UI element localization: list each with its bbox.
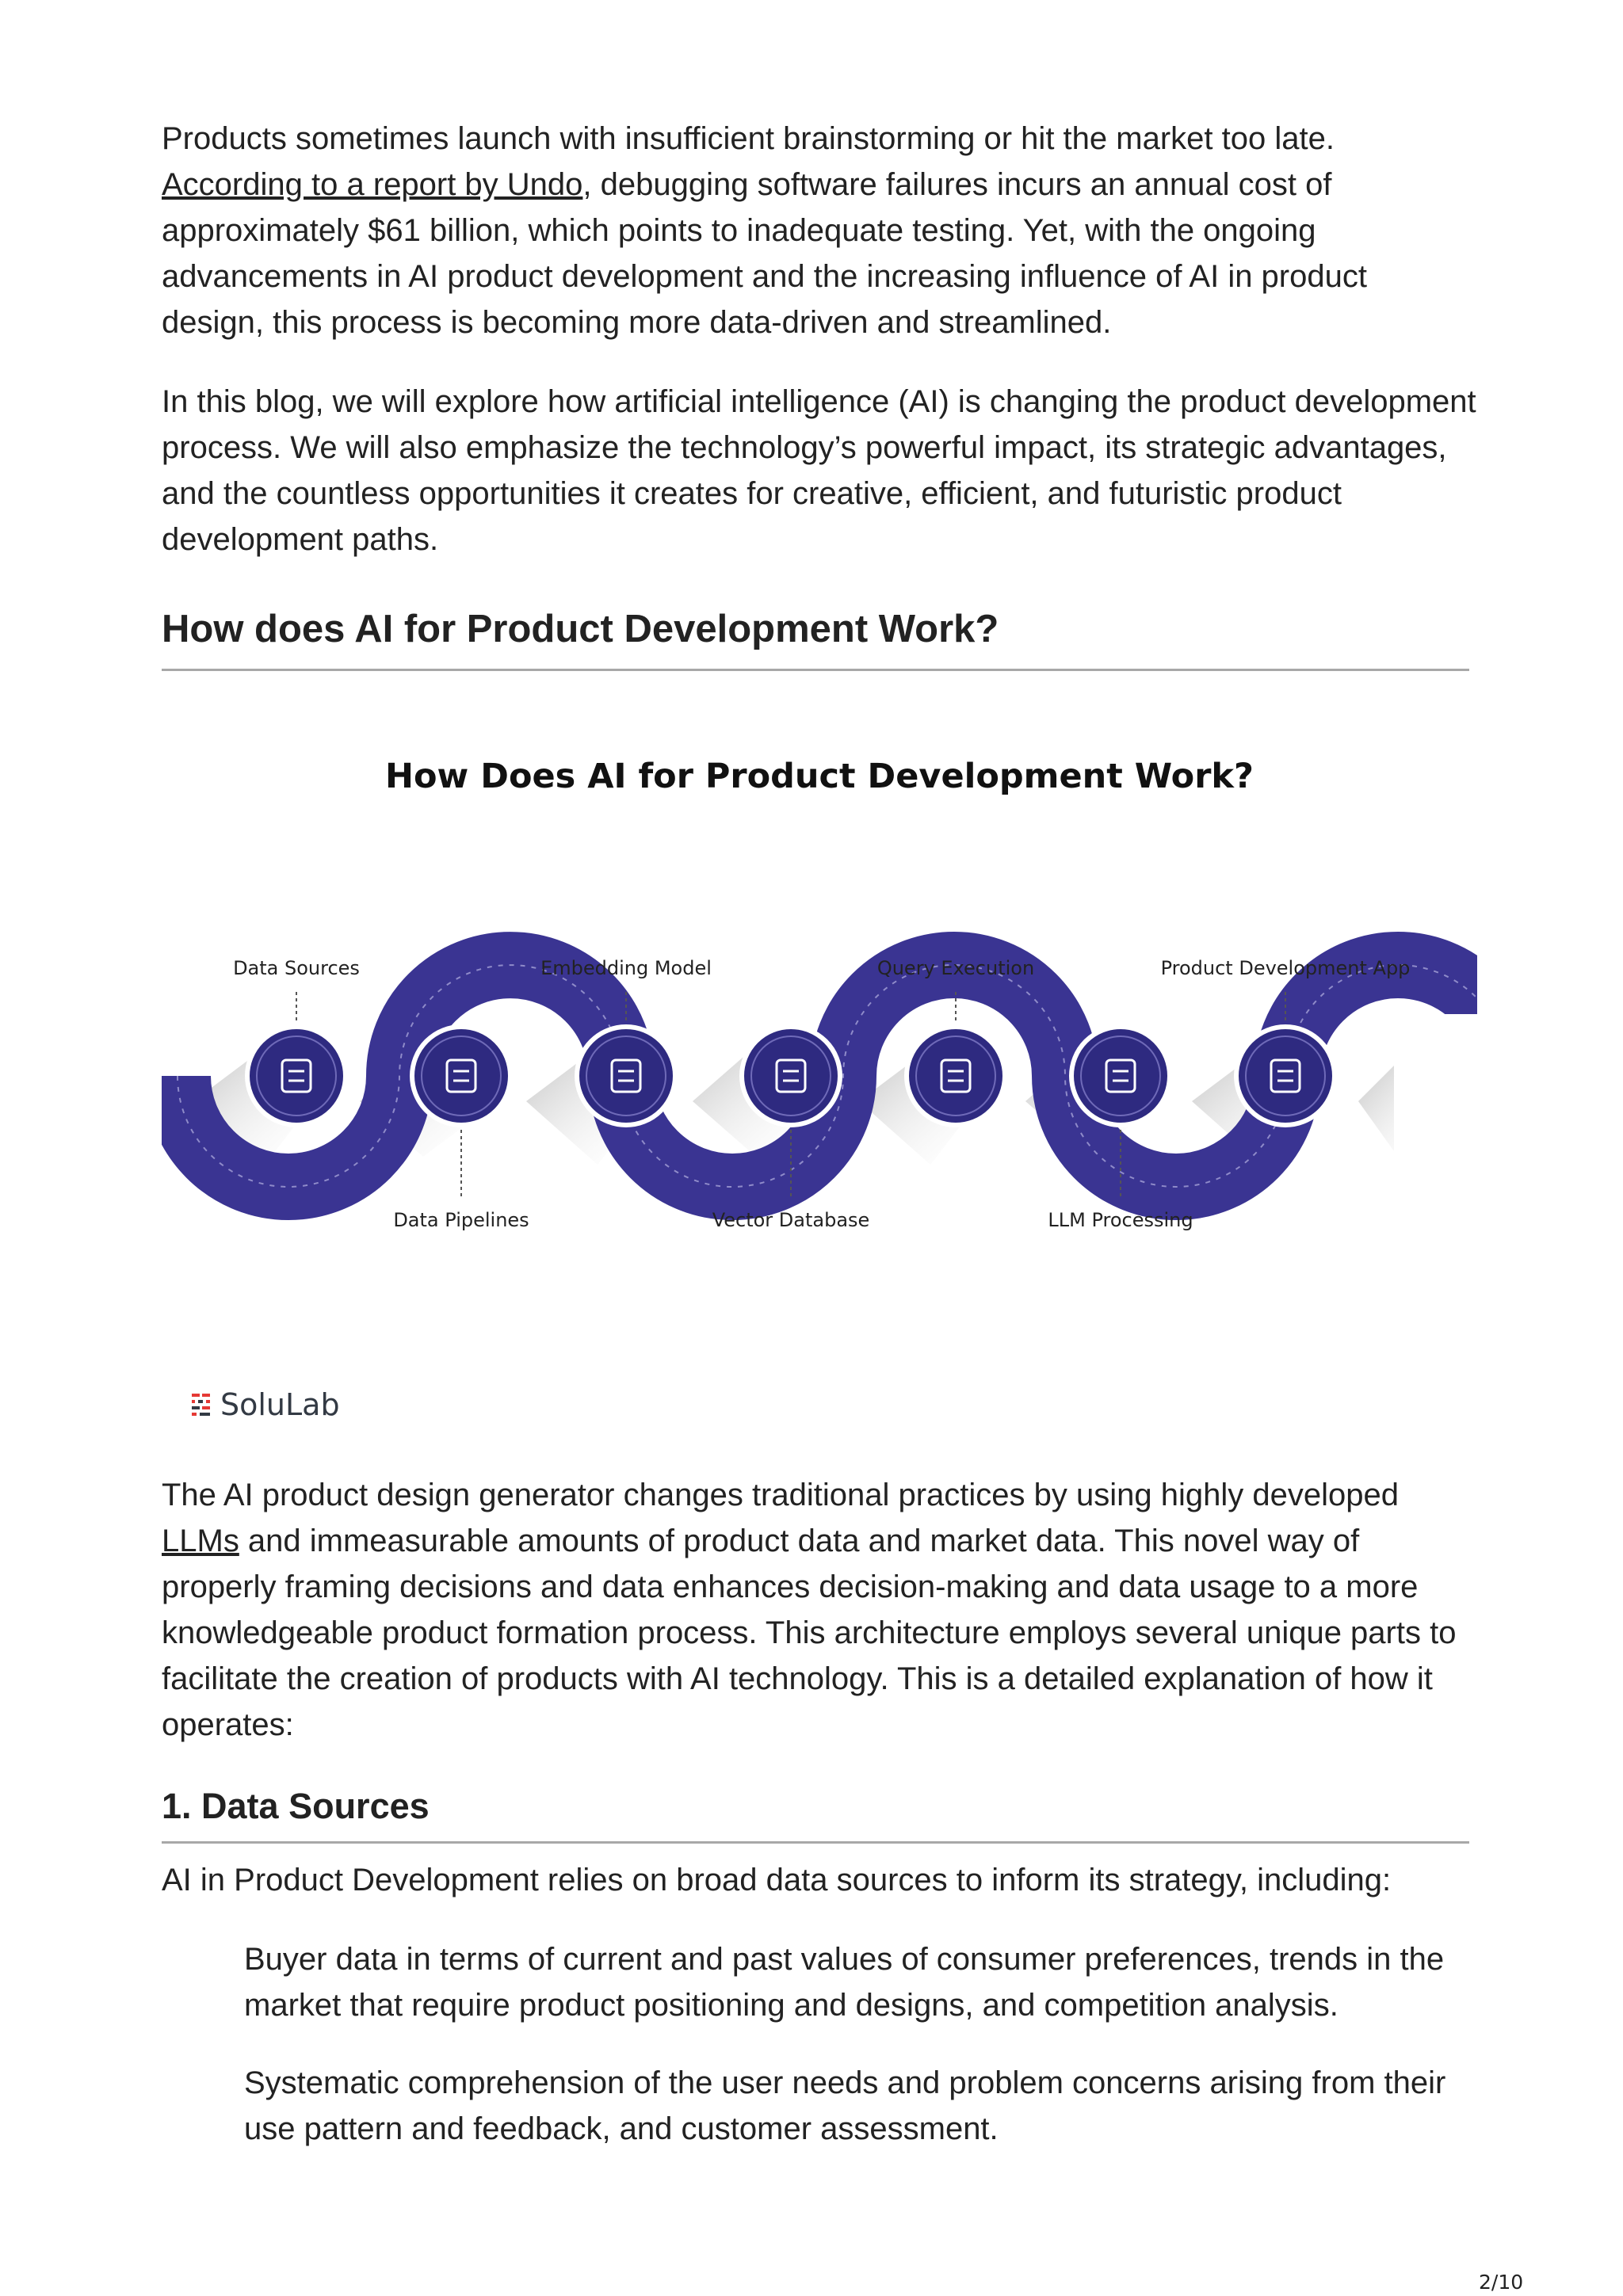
- intro-paragraph-1-text-start: Products sometimes launch with insufficient brainstorming or hit the market too late.: [162, 121, 1335, 156]
- subsection-heading: 1. Data Sources: [162, 1786, 430, 1826]
- figure-label: LLM Processing: [1048, 1209, 1193, 1231]
- llm-processing-icon: [1071, 1027, 1170, 1125]
- architecture-paragraph: [162, 1472, 1477, 1748]
- subsection-intro: AI in Product Development relies on broad data sources to inform its strategy, including:: [162, 1863, 1392, 1897]
- solulab-logo: [190, 1385, 340, 1425]
- figure-title: How Does AI for Product Development Work?: [385, 757, 1254, 796]
- intro-paragraph-1: [162, 116, 1477, 345]
- architecture-paragraph-text-end: and immeasurable amounts of product data and market data. This novel way of properly framing decisions and data enhances decision-making and data usage to a more knowledgeable product formation process. This architecture employs several unique parts to facilitate the creation of products with AI technology. This is a detailed explanation of how it operates:: [162, 1524, 1457, 1742]
- wave-diagram: [162, 713, 1477, 1474]
- wave-end-mask: [1394, 1014, 1477, 1173]
- data-pipelines-icon: [412, 1027, 510, 1125]
- figure-label: Vector Database: [712, 1209, 870, 1231]
- figure-label: Data Sources: [233, 957, 360, 979]
- section-heading-rule: [162, 669, 1469, 671]
- section-heading: How does AI for Product Development Work?: [162, 608, 999, 650]
- figure-label: Query Execution: [876, 957, 1035, 979]
- figure-label: Data Pipelines: [393, 1209, 529, 1231]
- data-sources-icon: [247, 1027, 346, 1125]
- vector-database-icon: [742, 1027, 840, 1125]
- undo-report-link[interactable]: According to a report by Undo: [162, 167, 583, 202]
- architecture-paragraph-text-start: The AI product design generator changes traditional practices by using highly developed: [162, 1478, 1399, 1512]
- solulab-logo-icon: [190, 1392, 212, 1417]
- figure-label: Product Development App: [1160, 957, 1411, 979]
- llms-link[interactable]: LLMs: [162, 1524, 239, 1558]
- list-item: Systematic comprehension of the user needs and problem concerns arising from their use pattern and feedback, and customer assessment.: [244, 2065, 1446, 2146]
- architecture-figure: [162, 713, 1477, 1474]
- embedding-model-icon: [577, 1027, 675, 1125]
- figure-label: Embedding Model: [540, 957, 712, 979]
- product-development-app-icon: [1236, 1027, 1335, 1125]
- list-item: Buyer data in terms of current and past values of consumer preferences, trends in the market that require product positioning and designs, and competition analysis.: [244, 1942, 1445, 2023]
- intro-paragraph-2: In this blog, we will explore how artificial intelligence (AI) is changing the product development process. We will also emphasize the technology’s powerful impact, its strategic advantages, and the countless opportunities it creates for creative, efficient, and futuristic product development paths.: [162, 384, 1476, 557]
- page-number: 2/10: [1479, 2271, 1524, 2294]
- query-execution-icon: [907, 1027, 1005, 1125]
- subsection-heading-rule: [162, 1841, 1469, 1844]
- intro-paragraph-1-text-end: , debugging software failures incurs an annual cost of approximately $61 billion, which points to inadequate testing. Yet, with the ongoing advancements in AI product development and the increasing influence of AI in product design, this process is becoming more data-driven and streamlined.: [162, 167, 1367, 340]
- solulab-logo-text: SoluLab: [220, 1387, 340, 1422]
